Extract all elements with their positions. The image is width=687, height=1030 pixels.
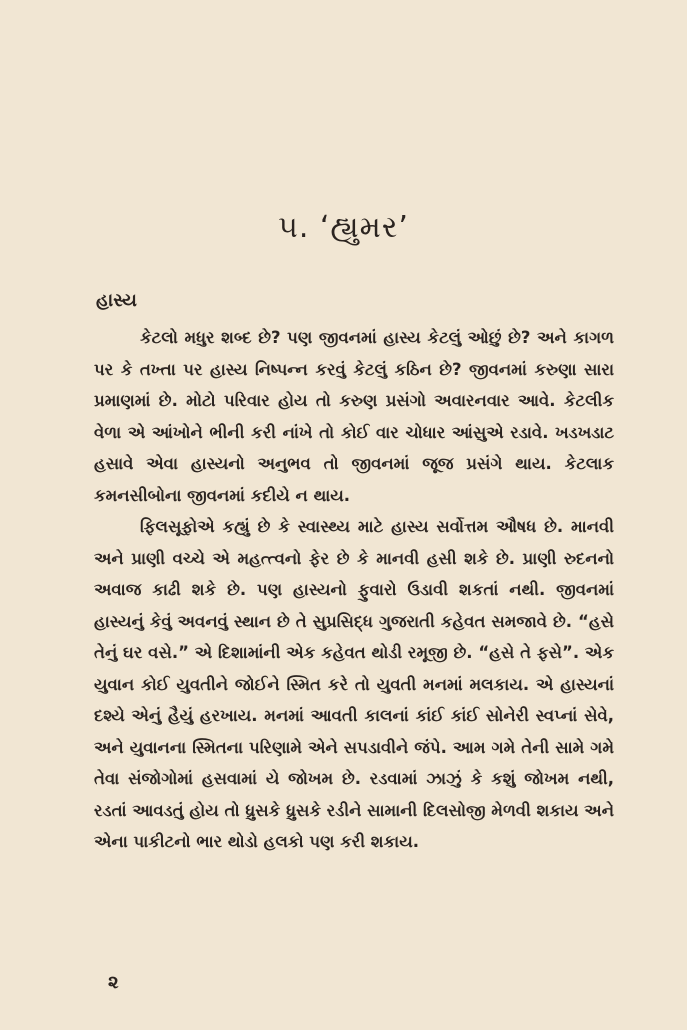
page-number: ૨ (108, 972, 119, 993)
paragraph: કેટલો મધુર શબ્દ છે? પણ જીવનમાં હાસ્ય કેટલું ઓછું છે? અને કાગળ પર કે તખ્તા પર હાસ્ય નિષ્પન્ન કરવું કેટલું કઠિન છે? જીવનમાં કરુણા સારા પ્રમાણમાં છે. મોટો પરિવાર હોય તો કરુણ પ્રસંગો અવારનવાર આવે. કેટલીક વેળા એ આંખોને ભીની કરી નાંખે તો કોઈ વાર ચોધાર આંસુએ રડાવે. ખડખડાટ હસાવે એવા હાસ્યનો અનુભવ તો જીવનમાં જૂજ પ્રસંગે થાય. કેટલાક કમનસીબોના જીવનમાં કદીયે ન થાય. (94, 328, 614, 505)
body-text (94, 322, 614, 858)
section-heading: હાસ્ય (96, 290, 137, 311)
chapter-title: ૫. ‘હ્યુમર’ (278, 210, 409, 245)
paragraph: ફિલસૂફોએ કહ્યું છે કે સ્વાસ્થ્ય માટે હાસ્ય સર્વોત્તમ ઔષધ છે. માનવી અને પ્રાણી વચ્ચે એ મહત્ત્વનો ફેર છે કે માનવી હસી શકે છે. પ્રાણી રુદનનો અવાજ કાઢી શકે છે. પણ હાસ્યનો ફુવારો ઉડાવી શકતાં નથી. જીવનમાં હાસ્યનું કેવું અવનવું સ્થાન છે તે સુપ્રસિદ્ધ ગુજરાતી કહેવત સમજાવે છે. “હસે તેનું ઘર વસે.” એ દિશામાંની એક કહેવત થોડી રમૂજી છે. “હસે તે ફસે”. એક યુવાન કોઈ યુવતીને જોઈને સ્મિત કરે તો યુવતી મનમાં મલકાય. એ હાસ્યનાં દશ્યે એનું હૈયું હરખાય. મનમાં આવતી કાલનાં કાંઈ કાંઈ સોનેરી સ્વપ્નાં સેવે, અને યુવાનના સ્મિતના પરિણામે એને સપડાવીને જંપે. આમ ગમે તેની સામે ગમે તેવા સંજોગોમાં હસવામાં યે જોખમ છે. રડવામાં ઝાઝું કે કશું જોખમ નથી, રડતાં આવડતું હોય તો ધ્રુસકે ધ્રુસકે રડીને સામાની દિલસોજી મેળવી શકાય અને એના પાકીટનો ભાર થોડો હલકો પણ કરી શકાય. (94, 517, 614, 851)
